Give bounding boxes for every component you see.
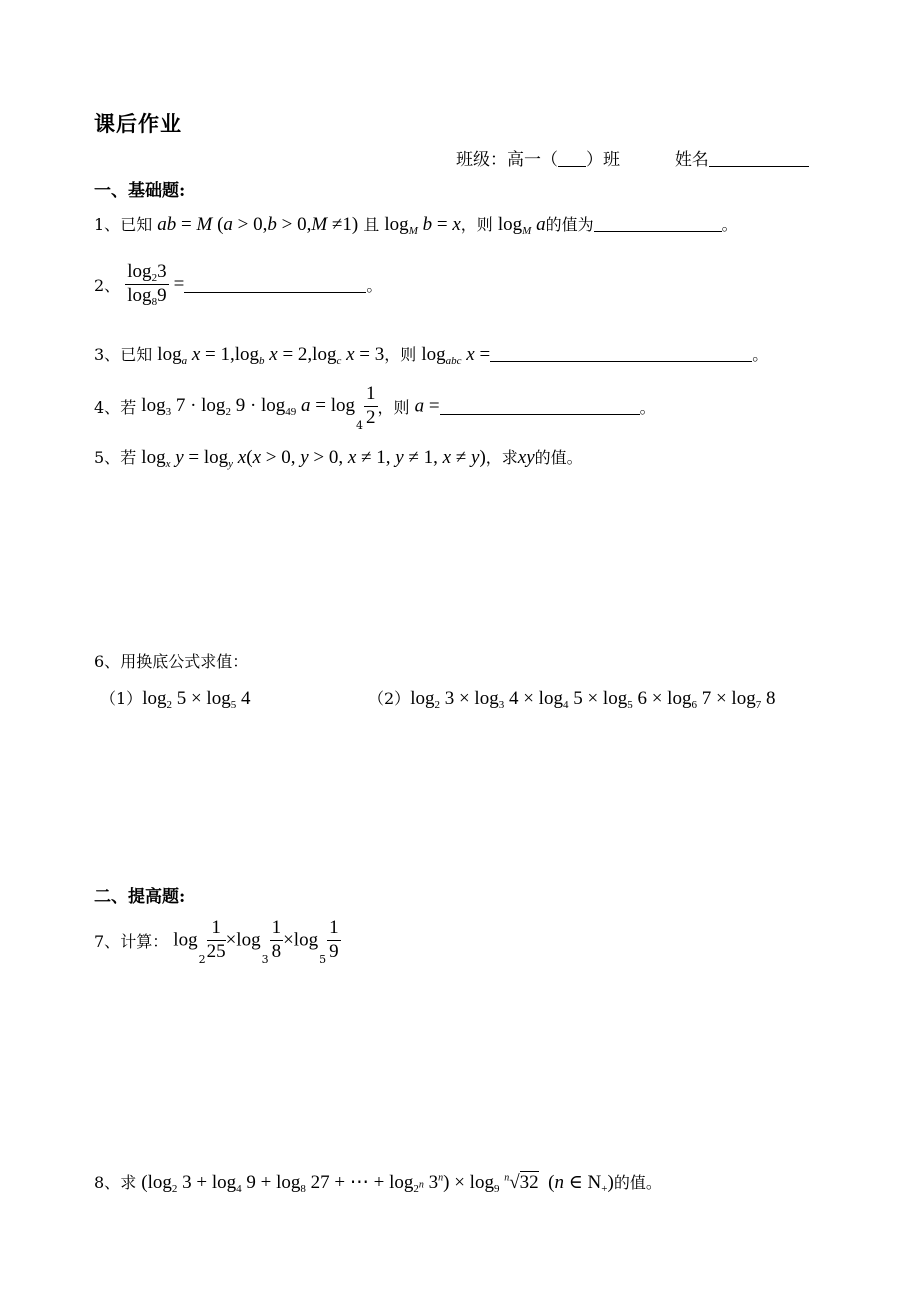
q5-xy: xy	[517, 447, 535, 468]
name-label: 姓名	[674, 150, 709, 170]
q1-answer-blank[interactable]	[594, 215, 722, 232]
q8-formula: ($\log_2$ $3 + \log_4 9 + \log_8 27$ + ⋯ + $\log_{2^n} 3^n) \times \log_9 ^n√32$ (n ∈ $N_+$)	[141, 1172, 614, 1195]
q1-condition: $\log_M b = x$	[384, 214, 461, 237]
q5-ask: ，求	[485, 448, 518, 467]
q4-if: 若	[120, 397, 137, 417]
q7-frac3: $\frac{1}{9}$	[329, 917, 339, 962]
q8-text: 求	[120, 1173, 137, 1192]
q6-text: 用换底公式求值：	[120, 652, 249, 671]
q6-part2-formula: $\log_2 3 \times \log_3 4 \times \log_4 5 \times \log_5 6 \times \log_6 7 \times \log_7 8$	[410, 688, 776, 711]
q2-fraction: $\frac{\log_23}{\log_89}$	[127, 261, 167, 308]
q7-number: 7、	[94, 931, 121, 951]
page-title: 课后作业	[94, 111, 182, 136]
q4-then: ，则	[377, 397, 410, 417]
q5-tail: 的值。	[534, 448, 583, 467]
q1-number: 1、	[94, 215, 121, 234]
question-5	[94, 445, 583, 469]
question-3	[94, 342, 768, 366]
q4-answer-blank[interactable]	[440, 398, 640, 415]
class-label: 班级：高一（	[456, 150, 558, 170]
q6-part2	[368, 686, 775, 710]
question-4	[94, 384, 656, 432]
q6-number: 6、	[94, 652, 121, 671]
q3-end: 。	[752, 345, 769, 364]
question-7: 7、计算： log2 $\frac{1}{25}$ ×log3 $\frac{1}{8}$ ×log5 $\frac{1}{9}$	[94, 917, 339, 966]
q4-fraction: $\frac{1}{2}$	[366, 383, 376, 428]
q1-and: 且	[363, 215, 380, 234]
q3-formula: $\log_a x = 1,\log_b$ $x = 2,\log_c$ x = 3	[157, 344, 385, 367]
q1-formula: ab = M (a > 0,b > 0,M ≠1)	[157, 214, 359, 235]
q8-tail: 的值。	[613, 1173, 662, 1192]
q3-target: $\log_{abc} x$ =	[421, 344, 491, 367]
q5-if: 若	[120, 448, 137, 467]
q5-formula: $\log_x y = \log_y x(x > 0$, y > 0, x ≠ 1, y ≠ 1, x ≠ y)	[141, 447, 486, 470]
question-1	[94, 212, 738, 236]
q4-target: a =	[414, 395, 440, 417]
section-basic: 一、基础题:	[94, 181, 186, 201]
class-name-line	[456, 145, 809, 170]
question-6	[94, 649, 248, 672]
q6-part1-formula: $\log_2 5 \times \log_5 4$	[142, 688, 251, 711]
q1-end: 。	[721, 215, 738, 234]
q1-given: 已知	[120, 215, 153, 234]
q6-part2-label: （2）	[368, 689, 411, 708]
q1-target: $\log_M a$	[497, 214, 546, 237]
q6-part1-label: （1）	[100, 689, 143, 708]
q4-end: 。	[639, 397, 656, 417]
q4-formula: $\log_3 7 \cdot \log_2 9 \cdot \log_{49} a = \log$	[141, 395, 356, 419]
q1-tail: 的值为	[545, 215, 594, 234]
q8-number: 8、	[94, 1173, 121, 1192]
q4-number: 4、	[94, 397, 121, 417]
q3-given: 已知	[120, 345, 153, 364]
q4-base: 4	[356, 418, 364, 432]
q3-then: ，则	[384, 345, 417, 364]
q7-text: 计算：	[120, 931, 169, 951]
q6-part1	[100, 686, 250, 710]
q2-end: 。	[366, 275, 383, 295]
q7-frac2: $\frac{1}{8}$	[271, 917, 282, 962]
name-blank[interactable]	[709, 150, 809, 167]
class-blank[interactable]	[558, 150, 586, 167]
q3-answer-blank[interactable]	[490, 345, 752, 362]
q7-frac1: $\frac{1}{25}$	[206, 917, 226, 962]
q2-answer-blank[interactable]	[184, 276, 366, 293]
q5-number: 5、	[94, 448, 121, 467]
q1-then: ，则	[460, 215, 493, 234]
q3-number: 3、	[94, 345, 121, 364]
question-8	[94, 1170, 662, 1194]
section-advanced: 二、提高题:	[94, 887, 186, 907]
question-2: 2、 $\frac{\log_23}{\log_89}$ = 。	[94, 261, 383, 308]
class-end: ）班	[586, 150, 620, 170]
q2-number: 2、	[94, 275, 121, 295]
